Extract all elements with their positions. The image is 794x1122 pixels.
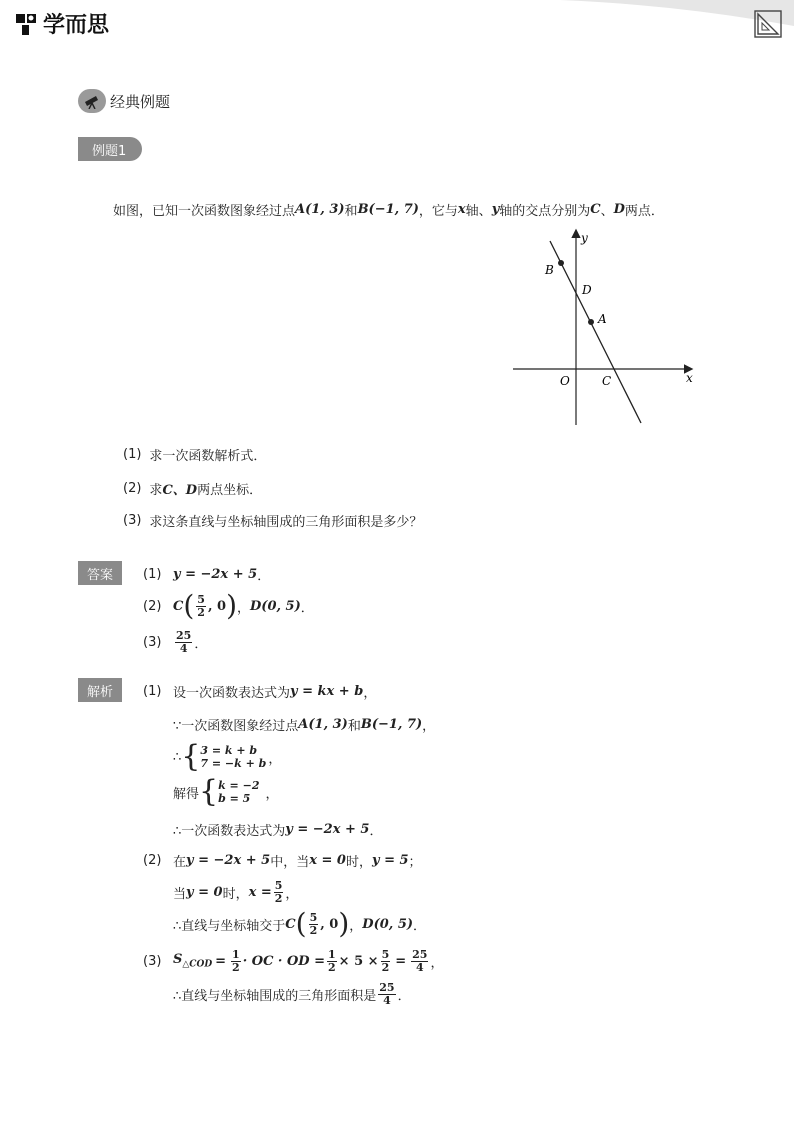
problem-mid: ，它与 [418, 204, 458, 219]
p3-half [231, 949, 241, 974]
p1-l3-end: ， [268, 751, 282, 767]
analysis-p2-line3 [173, 908, 426, 940]
y-var: y [491, 202, 500, 217]
axis-text-1: 轴、 [465, 204, 492, 219]
p1-l4-eq2: b = 5 [218, 792, 251, 805]
p3-half2-den: 2 [328, 960, 336, 974]
p2-l2-y0: y = 0 [186, 884, 223, 900]
q2-num: (2) [123, 481, 142, 496]
analysis-label: 解析 [86, 684, 113, 700]
problem-statement [113, 200, 664, 219]
analysis-tag [78, 678, 122, 702]
p3-l2-frac [378, 982, 395, 1007]
analysis-p1-line2 [173, 715, 435, 734]
a2-frac-den: 2 [197, 605, 205, 619]
p2-l3-frac-num: 5 [309, 910, 318, 924]
label-x: x [686, 371, 693, 385]
header-logo [14, 8, 109, 39]
p2-l1-b: 中，当 [270, 855, 310, 870]
p3-half-den: 2 [232, 960, 240, 974]
answer-label: 答案 [86, 567, 113, 583]
label-c: C [602, 374, 612, 388]
p2-l2-frac-den: 2 [274, 891, 283, 905]
c-var: C [590, 202, 601, 217]
p3-eq: = [215, 953, 227, 969]
q2-post: 两点坐标． [197, 483, 263, 498]
a3-end: ． [194, 636, 208, 652]
answer-tag [78, 561, 122, 585]
label-b: B [545, 263, 554, 277]
a2-zero: , 0 [207, 598, 227, 614]
p2-l1-end: ； [408, 855, 422, 870]
p3-five-half-num: 5 [381, 947, 390, 961]
p3-s-letter: S [173, 952, 183, 968]
p2-l2-a: 当 [173, 886, 187, 902]
p3-result-den: 4 [415, 960, 424, 974]
point-b-dot [558, 260, 564, 266]
q3-text: 求这条直线与坐标轴围成的三角形面积是多少？ [149, 515, 423, 530]
p3-result-num: 25 [412, 947, 428, 961]
analysis-p1-line1 [143, 682, 376, 701]
p3-end: ， [430, 955, 444, 971]
p2-l2-frac-num: 5 [274, 878, 283, 892]
p2-l2-frac [274, 880, 284, 905]
p1-l1-pre: 设一次函数表达式为 [173, 686, 291, 701]
p1-l2-b: B(−1, 7) [360, 717, 423, 732]
p3-five-half [381, 949, 391, 974]
label-a: A [598, 312, 607, 326]
analysis-p1-line3 [173, 741, 281, 773]
p2-l1-c: 时， [345, 855, 372, 870]
analysis-p2-line1 [143, 851, 422, 870]
a2-rparen: ) [226, 589, 237, 622]
p1-l4-eq1: k = −2 [218, 779, 260, 792]
p1-l4-brace: { [199, 774, 219, 809]
p3-mid1: · OC · OD = [242, 953, 326, 969]
p2-l3-frac [309, 912, 319, 937]
a2-lparen: ( [183, 589, 195, 622]
analysis-p2-line2 [173, 876, 298, 908]
p1-l5-end: ． [369, 824, 383, 839]
telescope-icon [78, 89, 106, 113]
p1-l4-system [218, 779, 259, 805]
ruler-triangle-icon [754, 10, 782, 38]
a3-frac [175, 630, 192, 655]
p1-l1-eq: y = kx + b [290, 684, 364, 699]
brand-name: 学而思 [43, 13, 110, 38]
a1-eq: y = −2x + 5 [173, 567, 258, 582]
point-a-dot [588, 319, 594, 325]
a2-frac-num: 5 [197, 592, 205, 606]
analysis-p1-line5 [173, 820, 382, 839]
a2-frac [196, 594, 206, 619]
problem-intro: 如图，已知一次函数图象经过点 [113, 204, 296, 219]
problem-and: 和 [344, 204, 358, 219]
coordinate-figure [505, 225, 705, 430]
point-a: A(1, 3) [295, 202, 345, 217]
question-1 [123, 445, 266, 464]
p2-l3-rparen: ) [338, 907, 350, 940]
p2-l2-b: 时， [222, 886, 249, 902]
function-line [550, 241, 641, 423]
p3-l2-frac-num: 25 [379, 980, 395, 994]
a3-frac-num: 25 [176, 628, 192, 642]
a3-num: (3) [143, 634, 162, 650]
p3-five-half-den: 2 [381, 960, 390, 974]
example-label: 例题1 [92, 143, 127, 159]
p3-mid2: × 5 × [338, 953, 379, 969]
p3-s [173, 952, 212, 970]
p3-result [411, 949, 428, 974]
p2-l3-d: D(0, 5) [362, 916, 414, 932]
p2-l3-frac-den: 2 [309, 923, 318, 937]
p2-l3-a: ∴直线与坐标轴交于 [173, 918, 286, 934]
p1-l2-and: 和 [347, 719, 361, 734]
a3-frac-den: 4 [179, 641, 188, 655]
section-header [78, 89, 170, 113]
p1-l3-system [200, 744, 266, 770]
p1-l4-pre: 解得 [173, 786, 200, 802]
brand-logo-icon [14, 11, 40, 37]
example-tag [78, 137, 142, 161]
p3-half-num: 1 [232, 947, 240, 961]
p2-l1-y5: y = 5 [371, 853, 409, 868]
p3-l2-end: ． [397, 988, 411, 1004]
label-y: y [581, 231, 588, 245]
p1-l3-brace: { [181, 739, 201, 774]
a2-c: C [173, 598, 184, 614]
answer-1 [143, 565, 270, 584]
q3-num: (3) [123, 513, 142, 528]
x-var: x [457, 202, 466, 217]
p1-l2-a: A(1, 3) [298, 717, 348, 732]
a1-num: (1) [143, 567, 162, 582]
label-d: D [582, 283, 592, 297]
p1-l3-eq1: 3 = k + b [200, 744, 258, 757]
a2-num: (2) [143, 598, 162, 614]
p1-num: (1) [143, 684, 162, 699]
problem-end: 两点． [624, 204, 664, 219]
p1-l5-eq: y = −2x + 5 [285, 822, 370, 837]
analysis-p3-line1 [143, 945, 443, 977]
p3-half2 [327, 949, 337, 974]
separator: 、 [600, 204, 614, 219]
q1-text: 求一次函数解析式． [149, 449, 267, 464]
p1-l1-end: ， [363, 686, 377, 701]
p1-l2-end: ， [422, 719, 436, 734]
p2-l3-c: C [285, 916, 296, 932]
p2-l2-x: x = [248, 884, 272, 900]
p2-l3-comma: ， [349, 918, 363, 934]
p3-half2-num: 1 [328, 947, 336, 961]
p2-l1-a: 在 [173, 855, 187, 870]
p2-num: (2) [143, 853, 162, 868]
answer-3 [143, 626, 207, 658]
p3-num: (3) [143, 953, 162, 969]
p1-l3-eq2: 7 = −k + b [200, 757, 267, 770]
a2-d: D(0, 5) [250, 598, 301, 614]
p2-l1-x0: x = 0 [309, 853, 346, 868]
p2-l1-eq: y = −2x + 5 [186, 853, 271, 868]
p2-l2-end: ， [285, 886, 299, 902]
question-3 [123, 511, 422, 530]
p1-l2-pre: ∵一次函数图象经过点 [173, 719, 299, 734]
p1-l4-end: ， [265, 786, 279, 802]
q2-pre: 求 [149, 483, 163, 498]
p3-l2-frac-den: 4 [383, 993, 391, 1007]
p2-l3-end: ． [413, 918, 427, 934]
d-var: D [613, 202, 625, 217]
p3-l2-a: ∴直线与坐标轴围成的三角形面积是 [173, 988, 377, 1004]
question-2 [123, 479, 262, 498]
p3-eq2: = [395, 953, 407, 969]
p1-l5-pre: ∴一次函数表达式为 [173, 824, 286, 839]
answer-2 [143, 590, 314, 622]
label-o: O [560, 374, 570, 388]
analysis-p3-line2 [173, 978, 411, 1010]
a2-comma: ， [237, 600, 251, 616]
p2-l3-zero: , 0 [320, 916, 339, 932]
analysis-p1-line4 [173, 776, 279, 808]
p3-s-sub: △COD [182, 959, 213, 970]
section-title: 经典例题 [110, 92, 171, 111]
a2-end: ． [300, 600, 314, 616]
p1-l3-pre: ∴ [173, 749, 182, 765]
a1-end: ． [257, 569, 271, 584]
q1-num: (1) [123, 447, 142, 462]
axis-text-2: 轴的交点分别为 [499, 204, 591, 219]
point-b: B(−1, 7) [357, 202, 419, 217]
p2-l3-lparen: ( [295, 907, 307, 940]
q2-cd: C、D [162, 483, 198, 498]
